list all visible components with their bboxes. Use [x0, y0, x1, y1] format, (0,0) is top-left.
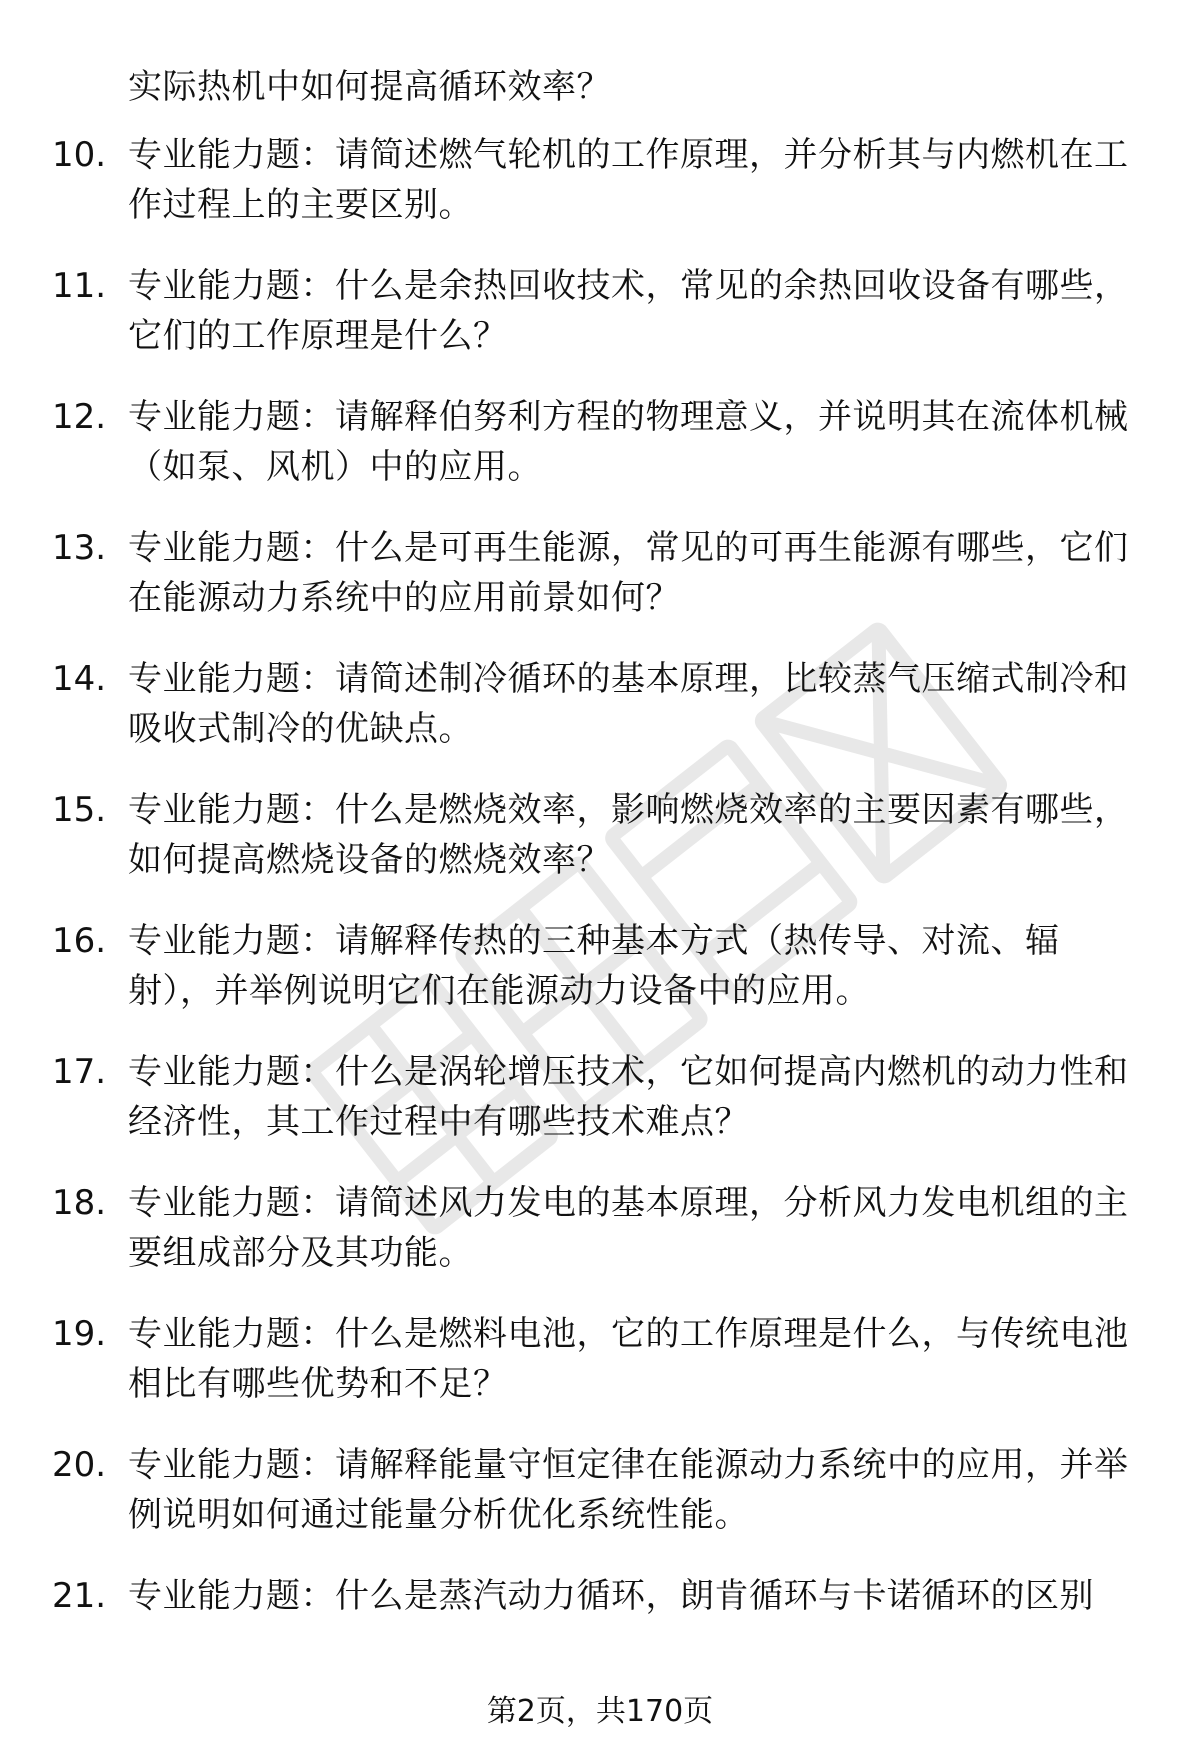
- question-number: 21.: [52, 1576, 107, 1616]
- question-text: 专业能力题：请解释传热的三种基本方式（热传导、对流、辐射），并举例说明它们在能源动力设备中的应用。: [128, 921, 1060, 1011]
- question-item: [0, 392, 1200, 523]
- question-item: [0, 785, 1200, 916]
- question-text: 专业能力题：什么是燃烧效率，影响燃烧效率的主要因素有哪些，如何提高燃烧设备的燃烧效率？: [128, 790, 1129, 880]
- question-item: [0, 1309, 1200, 1440]
- question-item: [0, 1047, 1200, 1178]
- question-number: 19.: [52, 1314, 107, 1354]
- question-list: [0, 130, 1200, 1702]
- question-item: [0, 1571, 1200, 1702]
- question-text: 专业能力题：请解释伯努利方程的物理意义，并说明其在流体机械（如泵、风机）中的应用。: [128, 397, 1129, 487]
- question-item: [0, 1178, 1200, 1309]
- question-number: 11.: [52, 266, 107, 306]
- question-item: [0, 130, 1200, 261]
- page-footer: 第2页，共170页: [486, 1694, 714, 1729]
- question-number: 15.: [52, 790, 107, 830]
- question-number: 16.: [52, 921, 107, 961]
- question-text: 专业能力题：什么是燃料电池，它的工作原理是什么，与传统电池相比有哪些优势和不足？: [128, 1314, 1129, 1404]
- question-text: 专业能力题：什么是可再生能源，常见的可再生能源有哪些，它们在能源动力系统中的应用前景如何？: [128, 528, 1129, 618]
- question-number: 18.: [52, 1183, 107, 1223]
- question-item: [0, 916, 1200, 1047]
- question-item: [0, 523, 1200, 654]
- continuation-text: 实际热机中如何提高循环效率？: [128, 67, 611, 107]
- question-text: 专业能力题：请解释能量守恒定律在能源动力系统中的应用，并举例说明如何通过能量分析优化系统性能。: [128, 1445, 1129, 1535]
- question-number: 13.: [52, 528, 107, 568]
- question-text: 专业能力题：请简述制冷循环的基本原理，比较蒸气压缩式制冷和吸收式制冷的优缺点。: [128, 659, 1129, 749]
- question-number: 12.: [52, 397, 107, 437]
- question-number: 20.: [52, 1445, 107, 1485]
- question-text: 专业能力题：请简述风力发电的基本原理，分析风力发电机组的主要组成部分及其功能。: [128, 1183, 1129, 1273]
- question-item: [0, 654, 1200, 785]
- question-text: 专业能力题：请简述燃气轮机的工作原理，并分析其与内燃机在工作过程上的主要区别。: [128, 135, 1129, 225]
- question-number: 14.: [52, 659, 107, 699]
- question-text: 专业能力题：什么是余热回收技术，常见的余热回收设备有哪些，它们的工作原理是什么？: [128, 266, 1129, 356]
- question-text: 专业能力题：什么是涡轮增压技术，它如何提高内燃机的动力性和经济性，其工作过程中有哪些技术难点？: [128, 1052, 1129, 1142]
- question-number: 10.: [52, 135, 107, 175]
- question-item: [0, 1440, 1200, 1571]
- question-number: 17.: [52, 1052, 107, 1092]
- question-item: [0, 261, 1200, 392]
- question-text: 专业能力题：什么是蒸汽动力循环，朗肯循环与卡诺循环的区别: [128, 1576, 1094, 1616]
